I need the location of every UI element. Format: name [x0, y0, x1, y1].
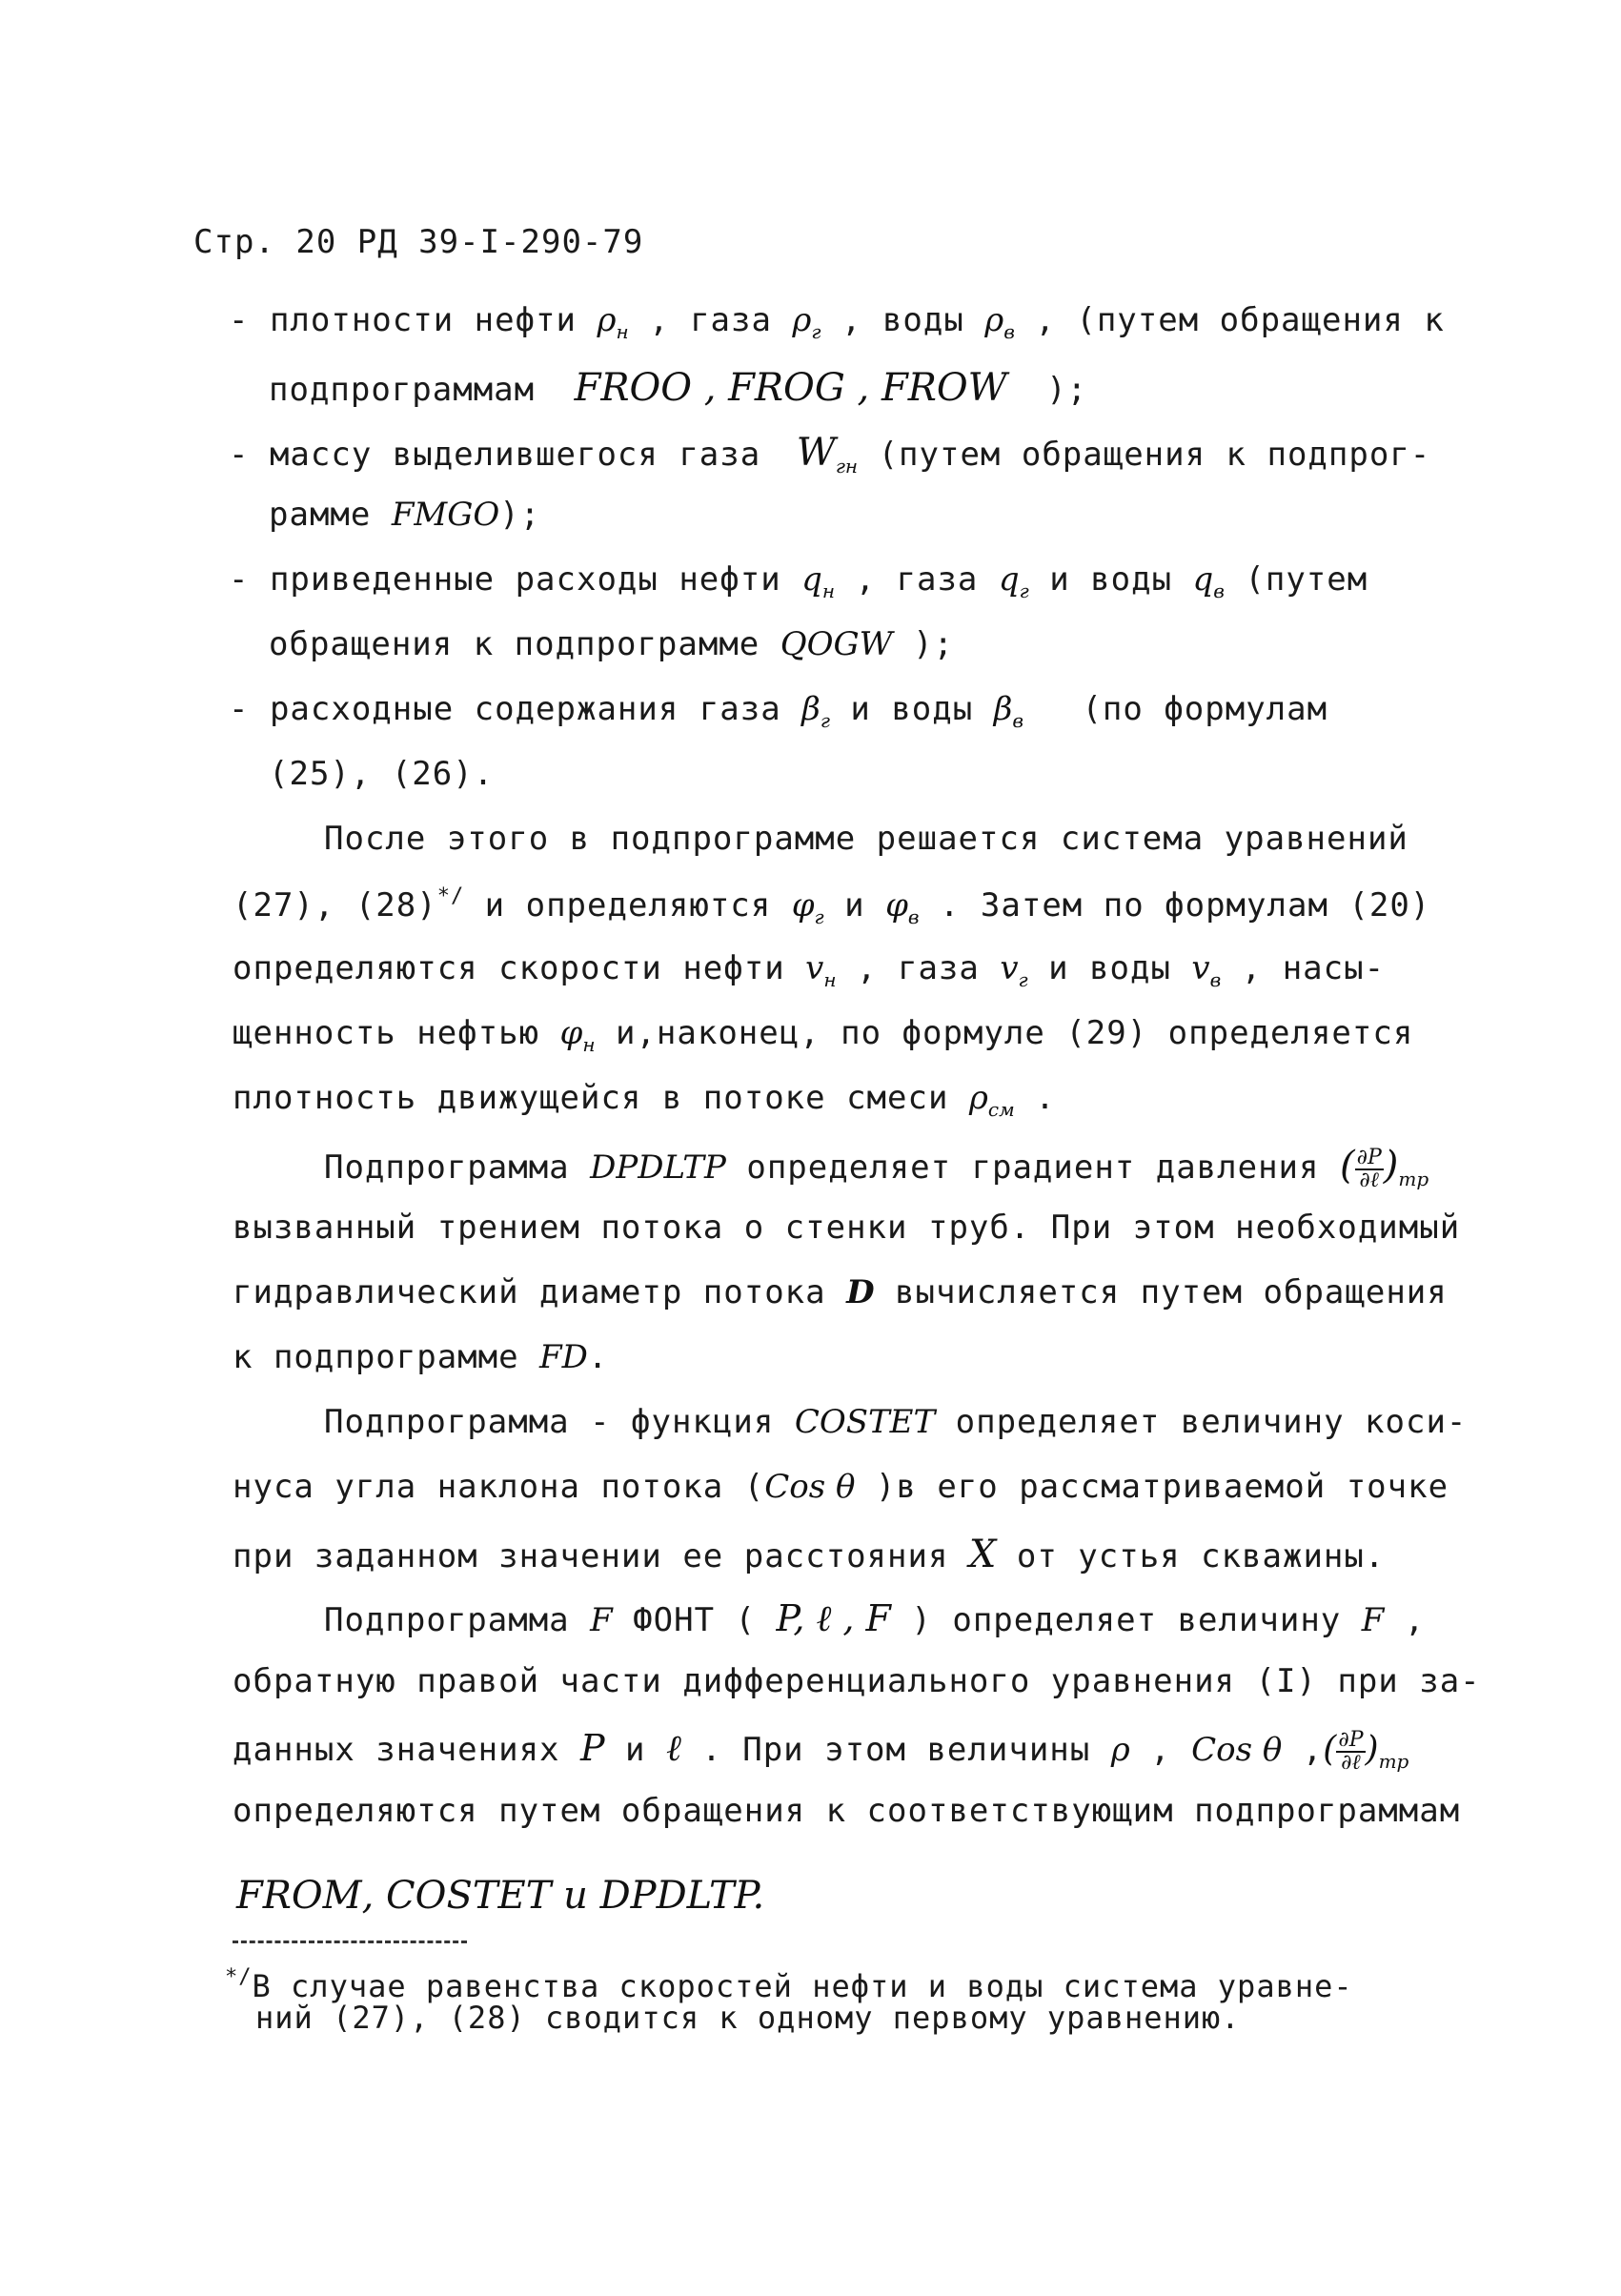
pressure-gradient-fraction — [1336, 1727, 1365, 1775]
symbol-cos-theta: Cos θ — [1191, 1731, 1283, 1769]
paragraph-text: . — [1014, 1079, 1056, 1117]
paragraph-line: вызванный трением потока о стенки труб. При этом необходимый — [233, 1209, 1461, 1247]
paragraph-line — [233, 1014, 1413, 1056]
paragraph-text: . При этом величины — [680, 1731, 1111, 1769]
subroutine-name: FMGO — [391, 496, 500, 534]
list-item-continuation — [269, 496, 540, 534]
list-item-text: , газа — [628, 301, 793, 339]
subroutine-name: COSTET — [794, 1403, 936, 1441]
paragraph-line — [233, 1079, 1056, 1121]
paren-open: ( — [1323, 1730, 1337, 1769]
list-item-text: ); — [1025, 371, 1088, 409]
list-item — [229, 690, 1327, 732]
footnote-line: ний (27), (28) сводится к одному первому уравнению. — [255, 2000, 1241, 2036]
fraction-numerator: ∂P — [1338, 1727, 1364, 1752]
paragraph-text: определяются скорости нефти — [233, 949, 806, 987]
subroutine-name: QOGW — [780, 625, 893, 663]
page-header: Стр. 20 РД 39-I-290-79 — [193, 223, 644, 261]
symbol-q-water: q — [1192, 560, 1214, 599]
paren-close: ) — [1365, 1730, 1379, 1769]
subscript: н — [821, 579, 836, 602]
symbol-v-gas: v — [1000, 949, 1019, 987]
footnote-line — [225, 1965, 1353, 2004]
paragraph-text: гидравлический диаметр потока — [233, 1273, 847, 1311]
subscript: гн — [835, 455, 859, 477]
symbol-f: F — [1361, 1601, 1385, 1639]
paragraph-text: определяет величину коси- — [935, 1403, 1468, 1441]
list-item-continuation — [269, 366, 1087, 410]
paragraph-text: и — [604, 1731, 666, 1769]
fraction-denominator: ∂ℓ — [1359, 1168, 1379, 1192]
symbol-q-gas: q — [998, 560, 1020, 599]
symbol-v-oil: v — [805, 949, 824, 987]
list-item-text: , газа — [835, 560, 999, 599]
symbol-phi-gas: φ — [791, 886, 815, 924]
paragraph-text: , — [1384, 1601, 1426, 1639]
symbol-diameter: D — [846, 1273, 875, 1311]
list-item-text: (путем обращения к подпрог- — [858, 436, 1431, 474]
footnote-marker: */ — [225, 1965, 253, 1989]
paragraph-line: После этого в подпрограмме решается система уравнений — [324, 820, 1408, 858]
paragraph-text: , насы- — [1221, 949, 1386, 987]
footnote-ref: */ — [436, 884, 465, 908]
paragraph-text: щенность нефтью — [233, 1014, 560, 1052]
symbol-l: ℓ — [666, 1727, 681, 1769]
paragraph-text: . — [587, 1338, 609, 1376]
list-item-text: и воды — [1028, 560, 1193, 599]
subscript: см — [987, 1098, 1015, 1121]
list-item — [229, 431, 1430, 477]
paragraph-text: , — [1282, 1731, 1324, 1769]
list-item-continuation — [269, 625, 954, 663]
symbol-phi-oil: φ — [559, 1014, 583, 1052]
subscript: г — [820, 709, 830, 732]
list-item — [229, 560, 1368, 602]
list-item-text: ); — [499, 496, 541, 534]
list-item-text: - плотности нефти — [229, 301, 598, 339]
list-item-text: (путем — [1224, 560, 1368, 599]
paragraph-text: (27), (28) — [233, 886, 437, 924]
list-item-text: обращения к подпрограмме — [269, 625, 780, 663]
fraction-denominator: ∂ℓ — [1341, 1750, 1361, 1775]
subscript: в — [1003, 320, 1015, 343]
list-item-text: , воды — [821, 301, 985, 339]
paragraph-text: при заданном значении ее расстояния — [233, 1537, 969, 1575]
symbol-f: F — [590, 1601, 613, 1639]
footnote-separator — [233, 1940, 467, 1943]
symbol-phi-water: φ — [885, 886, 908, 924]
footnote-text: В случае равенства скоростей нефти и воды система уравне- — [252, 1968, 1353, 2004]
paren-open: ( — [1339, 1144, 1355, 1188]
function-arguments: P, ℓ , F — [776, 1597, 891, 1639]
paragraph-text: и определяются — [464, 886, 792, 924]
paragraph-line — [233, 949, 1385, 991]
subscript: в — [1012, 709, 1023, 732]
paragraph-line — [324, 1403, 1467, 1441]
paragraph-text: нуса угла наклона потока ( — [233, 1468, 765, 1506]
symbol-rho: ρ — [1110, 1731, 1130, 1769]
subscript: г — [811, 320, 821, 343]
list-item-text: и воды — [829, 690, 994, 728]
symbol-beta-water: β — [993, 690, 1013, 728]
paragraph-text: ФОНТ ( — [612, 1601, 777, 1639]
subscript: г — [814, 905, 824, 928]
symbol-w-gas: W — [796, 431, 836, 475]
paragraph-text: , — [1129, 1731, 1192, 1769]
paragraph-text: Подпрограмма — [324, 1601, 591, 1639]
list-item-text: - приведенные расходы нефти — [229, 560, 802, 599]
list-item-continuation — [269, 755, 494, 793]
subscript: в — [1213, 579, 1225, 602]
list-item-text: ); — [892, 625, 955, 663]
paragraph-text: и,наконец, по формуле (29) определяется — [595, 1014, 1414, 1052]
symbol-rho-mix: ρ — [968, 1079, 988, 1117]
paragraph-text: Подпрограмма — [324, 1148, 591, 1187]
subscript: г — [1018, 968, 1028, 991]
list-item-text: (по формулам — [1061, 690, 1328, 728]
paragraph-text: Подпрограмма - функция — [324, 1403, 795, 1441]
paragraph-text: данных значениях — [233, 1731, 580, 1769]
paragraph-line — [233, 884, 1430, 928]
list-item-text: - массу выделившегося газа — [229, 436, 781, 474]
symbol-rho-gas: ρ — [792, 301, 812, 339]
symbol-p: P — [580, 1727, 605, 1769]
paragraph-line — [233, 1273, 1448, 1311]
paragraph-text: ) определяет величину — [890, 1601, 1362, 1639]
paragraph-text: плотность движущейся в потоке смеси — [233, 1079, 969, 1117]
paragraph-text: от устья скважины. — [996, 1537, 1386, 1575]
list-item-text: (25), (26). — [269, 755, 495, 793]
symbol-x: X — [968, 1533, 997, 1576]
paragraph-text: . Затем по формулам (20) — [919, 886, 1431, 924]
list-item-text: , (путем обращения к — [1014, 301, 1445, 339]
list-item-text: подпрограммам — [269, 371, 556, 409]
paren-close: ) — [1383, 1144, 1399, 1188]
subscript: г — [1019, 579, 1029, 602]
handwritten-subroutine-list: FROM, COSTET и DPDLTP. — [236, 1874, 765, 1918]
subscript: тр — [1398, 1168, 1429, 1190]
subroutine-name: DPDLTP — [590, 1148, 726, 1187]
subroutine-name: FD — [539, 1338, 588, 1376]
paragraph-line — [233, 1727, 1408, 1774]
paragraph-line — [233, 1338, 608, 1376]
subscript: в — [907, 905, 920, 928]
list-item — [229, 301, 1445, 343]
symbol-cos-theta: Cos θ — [764, 1468, 856, 1506]
paragraph-line — [324, 1597, 1425, 1640]
paragraph-line — [233, 1468, 1449, 1506]
subscript: н — [582, 1033, 596, 1056]
paragraph-line — [233, 1533, 1385, 1576]
paragraph-text: , газа — [836, 949, 1001, 987]
symbol-beta-gas: β — [801, 690, 821, 728]
symbol-rho-oil: ρ — [597, 301, 617, 339]
paragraph-text: и воды — [1027, 949, 1192, 987]
list-item-text: - расходные содержания газа — [229, 690, 802, 728]
paragraph-text: вычисляется путем обращения — [874, 1273, 1448, 1311]
paragraph-text: определяет градиент давления — [725, 1148, 1340, 1187]
paragraph-text: и — [823, 886, 886, 924]
symbol-q-oil: q — [801, 560, 822, 599]
pressure-gradient-fraction — [1355, 1145, 1384, 1192]
paragraph-line: обратную правой части дифференциального уравнения (I) при за- — [233, 1662, 1481, 1700]
subscript: в — [1209, 968, 1222, 991]
symbol-rho-water: ρ — [984, 301, 1004, 339]
paragraph-text: к подпрограмме — [233, 1338, 540, 1376]
subroutine-names: FROO , FROG , FROW — [574, 366, 1007, 410]
paragraph-line: определяются путем обращения к соответствующим подпрограммам — [233, 1792, 1461, 1830]
list-item-text: рамме — [269, 496, 392, 534]
subscript: тр — [1378, 1750, 1409, 1773]
subscript: н — [823, 968, 837, 991]
subscript: н — [616, 320, 629, 343]
paragraph-line — [324, 1144, 1429, 1191]
paragraph-text: )в его рассматриваемой точке — [855, 1468, 1449, 1506]
fraction-numerator: ∂P — [1356, 1145, 1382, 1169]
symbol-v-water: v — [1191, 949, 1210, 987]
